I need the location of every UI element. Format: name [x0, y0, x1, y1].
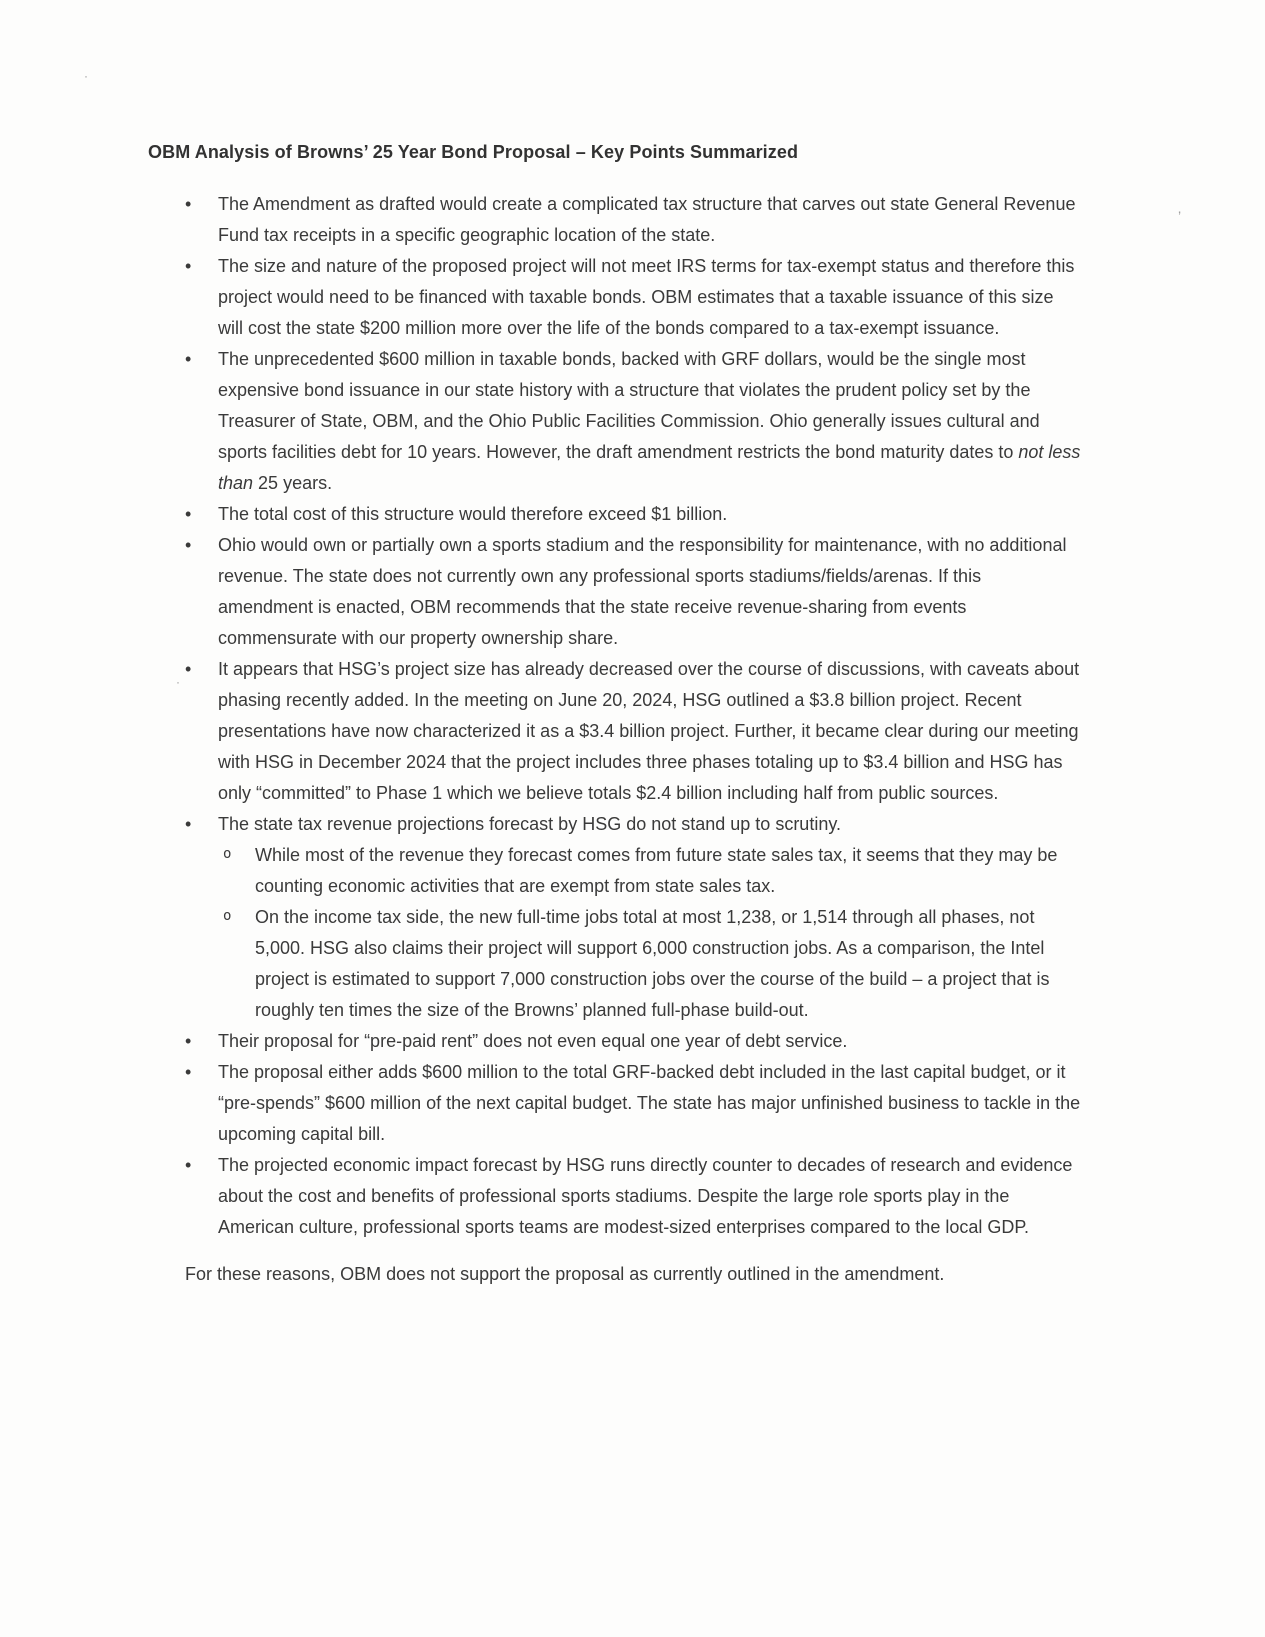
bullet-text: 25 years.: [253, 473, 333, 493]
scan-artifact: ·: [84, 69, 88, 83]
bullet-item: [148, 1057, 1081, 1150]
bullet-item: [148, 344, 1081, 499]
bullet-text: The projected economic impact forecast by HSG runs directly counter to decades of research and evidence about the cost and benefits of professional sports stadiums. Despite the large role sports play in the American culture, professional sports teams are modest-sized enterprises compared to the local GDP.: [218, 1155, 1073, 1237]
sub-bullet-text: On the income tax side, the new full-time jobs total at most 1,238, or 1,514 through all phases, not 5,000. HSG also claims their project will support 6,000 construction jobs. As a comparison, the Intel project is estimated to support 7,000 construction jobs over the course of the build – a project that is roughly ten times the size of the Browns’ planned full-phase build-out.: [255, 907, 1050, 1020]
scan-artifact: ·: [176, 675, 180, 689]
sub-bullet-text: While most of the revenue they forecast comes from future state sales tax, it seems that they may be counting economic activities that are exempt from state sales tax.: [255, 845, 1058, 896]
bullet-item: [148, 1026, 1081, 1057]
sub-bullet-list: [218, 840, 1081, 1026]
bullet-item: [148, 251, 1081, 344]
scan-artifact: ’: [1178, 208, 1182, 224]
bullet-text: The state tax revenue projections forecast by HSG do not stand up to scrutiny.: [218, 814, 841, 834]
document-title: OBM Analysis of Browns’ 25 Year Bond Proposal – Key Points Summarized: [148, 142, 799, 162]
closing-paragraph: For these reasons, OBM does not support the proposal as currently outlined in the amendment.: [185, 1264, 945, 1284]
bullet-text: It appears that HSG’s project size has already decreased over the course of discussions, with caveats about phasing recently added. In the meeting on June 20, 2024, HSG outlined a $3.8 billion project. Recent presentations have now characterized it as a $3.4 billion project. Further, it became clear during our meeting with HSG in December 2024 that the project includes three phases totaling up to $3.4 billion and HSG has only “committed” to Phase 1 which we believe totals $2.4 billion including half from public sources.: [218, 659, 1080, 803]
bullet-item: [148, 499, 1081, 530]
bullet-text-italic: not less than: [218, 442, 1081, 493]
bullet-text: The total cost of this structure would therefore exceed $1 billion.: [218, 504, 728, 524]
bullet-text: The proposal either adds $600 million to the total GRF-backed debt included in the last capital budget, or it “pre-spends” $600 million of the next capital budget. The state has major unfinished business to tackle in the upcoming capital bill.: [218, 1062, 1081, 1144]
bullet-item: [148, 809, 1081, 1026]
bullet-text: Their proposal for “pre-paid rent” does not even equal one year of debt service.: [218, 1031, 848, 1051]
bullet-text: The Amendment as drafted would create a complicated tax structure that carves out state General Revenue Fund tax receipts in a specific geographic location of the state.: [218, 194, 1076, 245]
bullet-item: [148, 654, 1081, 809]
sub-bullet-item: [218, 902, 1081, 1026]
document-content: [148, 140, 1081, 1290]
bullet-text: Ohio would own or partially own a sports stadium and the responsibility for maintenance, with no additional revenue. The state does not currently own any professional sports stadiums/fields/arenas. If this amendment is enacted, OBM recommends that the state receive revenue-sharing from events commensurate with our property ownership share.: [218, 535, 1067, 648]
bullet-text: The size and nature of the proposed project will not meet IRS terms for tax-exempt status and therefore this project would need to be financed with taxable bonds. OBM estimates that a taxable issuance of this size will cost the state $200 million more over the life of the bonds compared to a tax-exempt issuance.: [218, 256, 1075, 338]
bullet-item: [148, 189, 1081, 251]
sub-bullet-item: [218, 840, 1081, 902]
bullet-item: [148, 1150, 1081, 1243]
key-points-list: [148, 189, 1081, 1243]
bullet-text: The unprecedented $600 million in taxable bonds, backed with GRF dollars, would be the single most expensive bond issuance in our state history with a structure that violates the prudent policy set by the Treasurer of State, OBM, and the Ohio Public Facilities Commission. Ohio generally issues cultural and sports facilities debt for 10 years. However, the draft amendment restricts the bond maturity dates to: [218, 349, 1040, 462]
bullet-item: [148, 530, 1081, 654]
